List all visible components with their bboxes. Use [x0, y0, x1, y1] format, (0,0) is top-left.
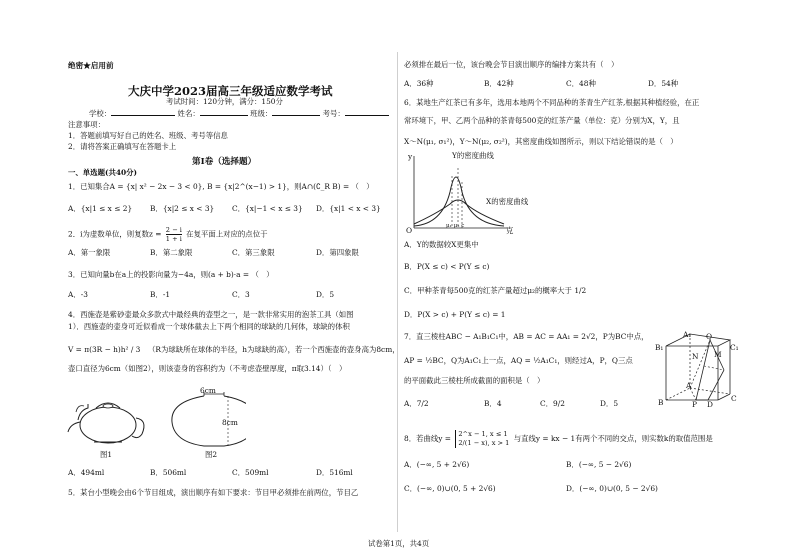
- q6-option-c: C．甲种茶青每500克的红茶产量超过μ₂的概率大于 1/2: [404, 286, 587, 295]
- q6-curve-x-label: X的密度曲线: [486, 197, 529, 206]
- q4-option-b: B．506ml: [150, 468, 187, 477]
- q4-fig-side-dim: 8cm: [222, 418, 238, 427]
- q7-option-b: B．4: [484, 399, 502, 408]
- section-single-choice: 一、单选题(共40分): [68, 168, 138, 177]
- q2-option-b: B．第二象限: [150, 248, 193, 257]
- q2-option-d: D．第四象限: [316, 248, 359, 257]
- prism-label-m: M: [714, 350, 722, 359]
- name-blank[interactable]: [200, 108, 248, 116]
- q6-axis-y: y: [408, 152, 413, 161]
- q3-stem: 3．已知向量b在a上的投影向量为−4a，则(a + b)·a = （ ）: [68, 270, 274, 279]
- prism-label-c1: C₁: [730, 343, 739, 352]
- q6-tick-labels: μ₁ μ₂ c: [446, 223, 465, 229]
- q8-piecewise: 2^x − 1, x ≤ 1 2/(1 − x), x > 1: [455, 430, 509, 448]
- page-footer: 试卷第1页，共4页: [368, 539, 430, 548]
- notice-1: 1．答题前填写好自己的姓名、班级、考号等信息: [68, 131, 228, 140]
- q3-option-c: C．3: [232, 290, 250, 299]
- q8-stem: 8．若曲线y = 2^x − 1, x ≤ 1 2/(1 − x), x > 1 与直线y = kx − 1有两个不同的交点，则实数k的取值范围是: [404, 430, 713, 447]
- q4-line3: （R为球缺所在球体的半径，h为球缺的高），若一个西施壶的壶身高为8cm，: [148, 345, 400, 354]
- q7-option-a: A．7/2: [404, 399, 429, 408]
- prism-label-p: P: [692, 400, 697, 409]
- q5-line1: 5．某台小型晚会由6个节目组成，演出顺序有如下要求：节目甲必须排在前两位，节目乙: [68, 488, 359, 497]
- q2-option-c: C．第三象限: [232, 248, 275, 257]
- q2-stem: 2．i为虚数单位，则复数z = $\frac{2 - i}{1 + i}$ 在复平面上对应的点位于: [68, 226, 268, 243]
- school-blank[interactable]: [111, 108, 175, 116]
- q1-option-b: B．{x|2 ≤ x < 3}: [150, 204, 215, 213]
- q4-fig-top-dim: 6cm: [200, 386, 216, 395]
- q5-option-d: D．54种: [648, 79, 679, 88]
- q4-line4: 壶口直径为6cm（如图2），则该壶身的容积约为（不考虑壶壁厚度，π取3.14）（ ）: [68, 364, 347, 373]
- q1-option-a: A．{x|1 ≤ x ≤ 2}: [68, 204, 133, 213]
- q6-curve-y-label: Y的密度曲线: [452, 151, 494, 160]
- q6-line3: X～N(μ₁, σ₁²)，Y～N(μ₂, σ₂²)，其密度曲线如图所示，则以下结论错误的是（ ）: [404, 137, 678, 146]
- q2-option-a: A．第一象限: [68, 248, 111, 257]
- prism-label-a: A: [686, 381, 692, 390]
- prism-label-b: B: [658, 398, 664, 407]
- q6-axis-x: 克: [506, 226, 514, 235]
- q3-option-b: B．-1: [150, 290, 171, 299]
- prism-figure: [652, 330, 740, 410]
- q5-option-c: C．48种: [566, 79, 596, 88]
- q7-option-c: C．9/2: [540, 399, 565, 408]
- q8-option-a: A．(−∞, 5 + 2√6): [404, 460, 470, 469]
- prism-label-d: D: [707, 400, 713, 409]
- q4-formula: V = π(3R − h)h² / 3: [68, 345, 141, 354]
- q6-option-b: B．P(X ≤ c) < P(Y ≤ c): [404, 262, 490, 271]
- prism-label-q: Q: [706, 332, 713, 341]
- q4-line1: 4．西施壶是紫砂壶最众多款式中最经典的壶型之一，是一款非常实用的泡茶工具（如图: [68, 310, 354, 319]
- class-label: 班级：: [250, 109, 273, 118]
- part1-title: 第Ⅰ卷（选择题）: [192, 157, 257, 167]
- confidential-mark: 绝密★启用前: [68, 61, 114, 70]
- school-label: 学校：: [89, 109, 112, 118]
- q8-option-b: B．(−∞, 5 − 2√6): [566, 460, 632, 469]
- q4-fig2-label: 图2: [205, 450, 218, 459]
- q4-option-c: C．509ml: [232, 468, 269, 477]
- q4-fig1-label: 图1: [100, 450, 113, 459]
- id-blank[interactable]: [345, 108, 389, 116]
- q6-option-d: D．P(X > c) + P(Y ≤ c) = 1: [404, 310, 506, 319]
- q1-stem: 1．已知集合A = {x| x² − 2x − 3 < 0}, B = {x|2^(x−1) > 1}，则A∩(∁_R B) = （ ）: [68, 182, 374, 191]
- q1-option-d: D．{x|1 < x < 3}: [316, 204, 381, 213]
- q3-option-a: A．-3: [68, 290, 88, 299]
- prism-label-b1: B₁: [655, 343, 664, 352]
- notice-2: 2．请将答案正确填写在答题卡上: [68, 142, 177, 151]
- exam-title: 大庆中学2023届高三年级适应数学考试: [128, 84, 333, 98]
- prism-label-n: N: [692, 352, 699, 361]
- q6-line1: 6．某地生产红茶已有多年，选用本地两个不同品种的茶青生产红茶,根据其种植经验，在正: [404, 98, 700, 107]
- q8-option-c: C．(−∞, 0)∪(0, 5 + 2√6): [404, 484, 496, 493]
- q5-line2: 必须排在最后一位，该台晚会节目演出顺序的编排方案共有（ ）: [404, 60, 619, 69]
- q1-option-c: C．{x|−1 < x ≤ 3}: [232, 204, 303, 213]
- class-blank[interactable]: [272, 108, 320, 116]
- q4-option-d: D．516ml: [316, 468, 353, 477]
- notice-title: 注意事项：: [68, 120, 105, 129]
- q8-option-d: D．(−∞, 0)∪(0, 5 − 2√6): [566, 484, 658, 493]
- exam-info: 考试时间：120分钟，满分：150分: [166, 97, 283, 106]
- q5-option-a: A．36种: [404, 79, 434, 88]
- q7-line3: 的平面截此三棱柱所成截面的面积是（ ）: [404, 376, 545, 385]
- q3-option-d: D．5: [316, 290, 335, 299]
- q4-option-a: A．494ml: [68, 468, 105, 477]
- q5-option-b: B．42种: [484, 79, 514, 88]
- prism-label-c: C: [731, 394, 737, 403]
- q2-fraction: $\frac{2 - i}{1 + i}$: [165, 226, 182, 243]
- id-label: 考号：: [322, 109, 345, 118]
- q6-origin: O: [406, 226, 413, 235]
- q7-option-d: D．5: [600, 399, 619, 408]
- q4-line2: 1）．西施壶的壶身可近似看成一个球体截去上下两个相同的球缺的几何体，球缺的体积: [68, 322, 350, 331]
- column-divider: [397, 52, 398, 532]
- q7-line2: AP = ½BC，Q为A₁C₁上一点，AQ = ½A₁C₁，则经过A，P，Q三点: [404, 356, 633, 365]
- student-info-row: [89, 108, 389, 118]
- q6-option-a: A．Y的数据较X更集中: [404, 240, 479, 249]
- q7-line1: 7．直三棱柱ABC − A₁B₁C₁中，AB = AC = AA₁ = 2√2，P为BC中点，: [404, 332, 649, 341]
- prism-label-a1: A₁: [683, 330, 692, 339]
- teapot-figure: [66, 380, 246, 460]
- name-label: 姓名：: [177, 109, 200, 118]
- q6-line2: 常环境下，甲、乙两个品种的茶青每500克的红茶产量（单位：克）分别为X，Y，且: [404, 116, 680, 125]
